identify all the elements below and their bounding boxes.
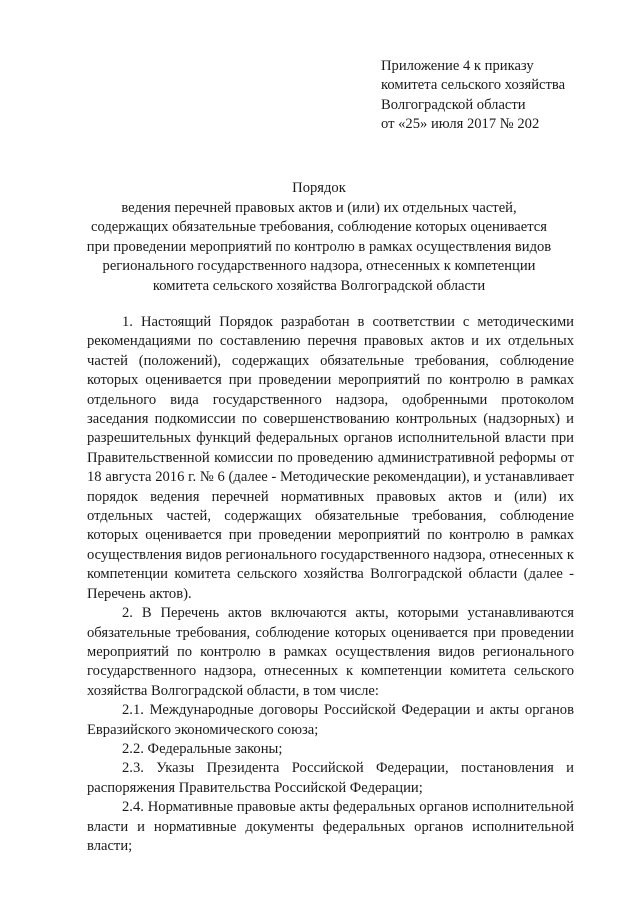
paragraph-2-3: 2.3. Указы Президента Российской Федерации, постановления и распоряжения Правительства Российской Федерации; <box>87 760 574 796</box>
appendix-line-1: Приложение 4 к приказу <box>381 58 534 74</box>
title-line-1: ведения перечней правовых актов и (или) их отдельных частей, <box>121 199 517 216</box>
document-title <box>70 179 568 297</box>
title-line-2: содержащих обязательные требования, соблюдение которых оценивается <box>91 219 547 236</box>
paragraph-1: 1. Настоящий Порядок разработан в соответствии с методическими рекомендациями по составлению перечня правовых актов и их отдельных частей (положений), содержащих обязательные требования, соблюдение которых оценивается при проведении мероприятий по контролю в рамках отдельного вида государственного надзора, одобренными протоколом заседания подкомиссии по совершенствованию контрольных (надзорных) и разрешительных функций федеральных органов исполнительной власти при Правительственной комиссии по проведению административной реформы от 18 августа 2016 г. № 6 (далее - Методические рекомендации), и устанавливает порядок ведения перечней нормативных правовых актов и (или) их отдельных частей, содержащих обязательные требования, соблюдение которых оценивается при проведении мероприятий по контролю в рамках осуществления видов регионального государственного надзора, отнесенных к компетенции комитета сельского хозяйства Волгоградской области (далее - Перечень актов). <box>87 314 574 602</box>
paragraph-2-1: 2.1. Международные договоры Российской Федерации и акты органов Евразийского экономического союза; <box>87 702 574 738</box>
paragraph-2-4: 2.4. Нормативные правовые акты федеральных органов исполнительной власти и нормативные документы федеральных органов исполнительной власти; <box>87 799 574 854</box>
title-line-3: при проведении мероприятий по контролю в рамках осуществления видов <box>86 238 552 255</box>
appendix-line-4: от «25» июля 2017 № 202 <box>381 116 540 133</box>
title-line-4: регионального государственного надзора, отнесенных к компетенции <box>102 258 536 275</box>
paragraph-2-2: 2.2. Федеральные законы; <box>122 740 283 757</box>
appendix-line-3: Волгоградской области <box>381 96 526 113</box>
document-body <box>87 313 574 856</box>
title-line-5: комитета сельского хозяйства Волгоградской области <box>152 277 486 294</box>
appendix-header <box>381 57 621 135</box>
paragraph-2: 2. В Перечень актов включаются акты, которыми устанавливаются обязательные требования, соблюдение которых оценивается при проведении мероприятий по контролю в рамках осуществления видов регионального государственного надзора, отнесенных к компетенции комитета сельского хозяйства Волгоградской области, в том числе: <box>87 605 574 699</box>
title-heading: Порядок <box>292 180 346 196</box>
appendix-line-2: комитета сельского хозяйства <box>381 77 566 94</box>
